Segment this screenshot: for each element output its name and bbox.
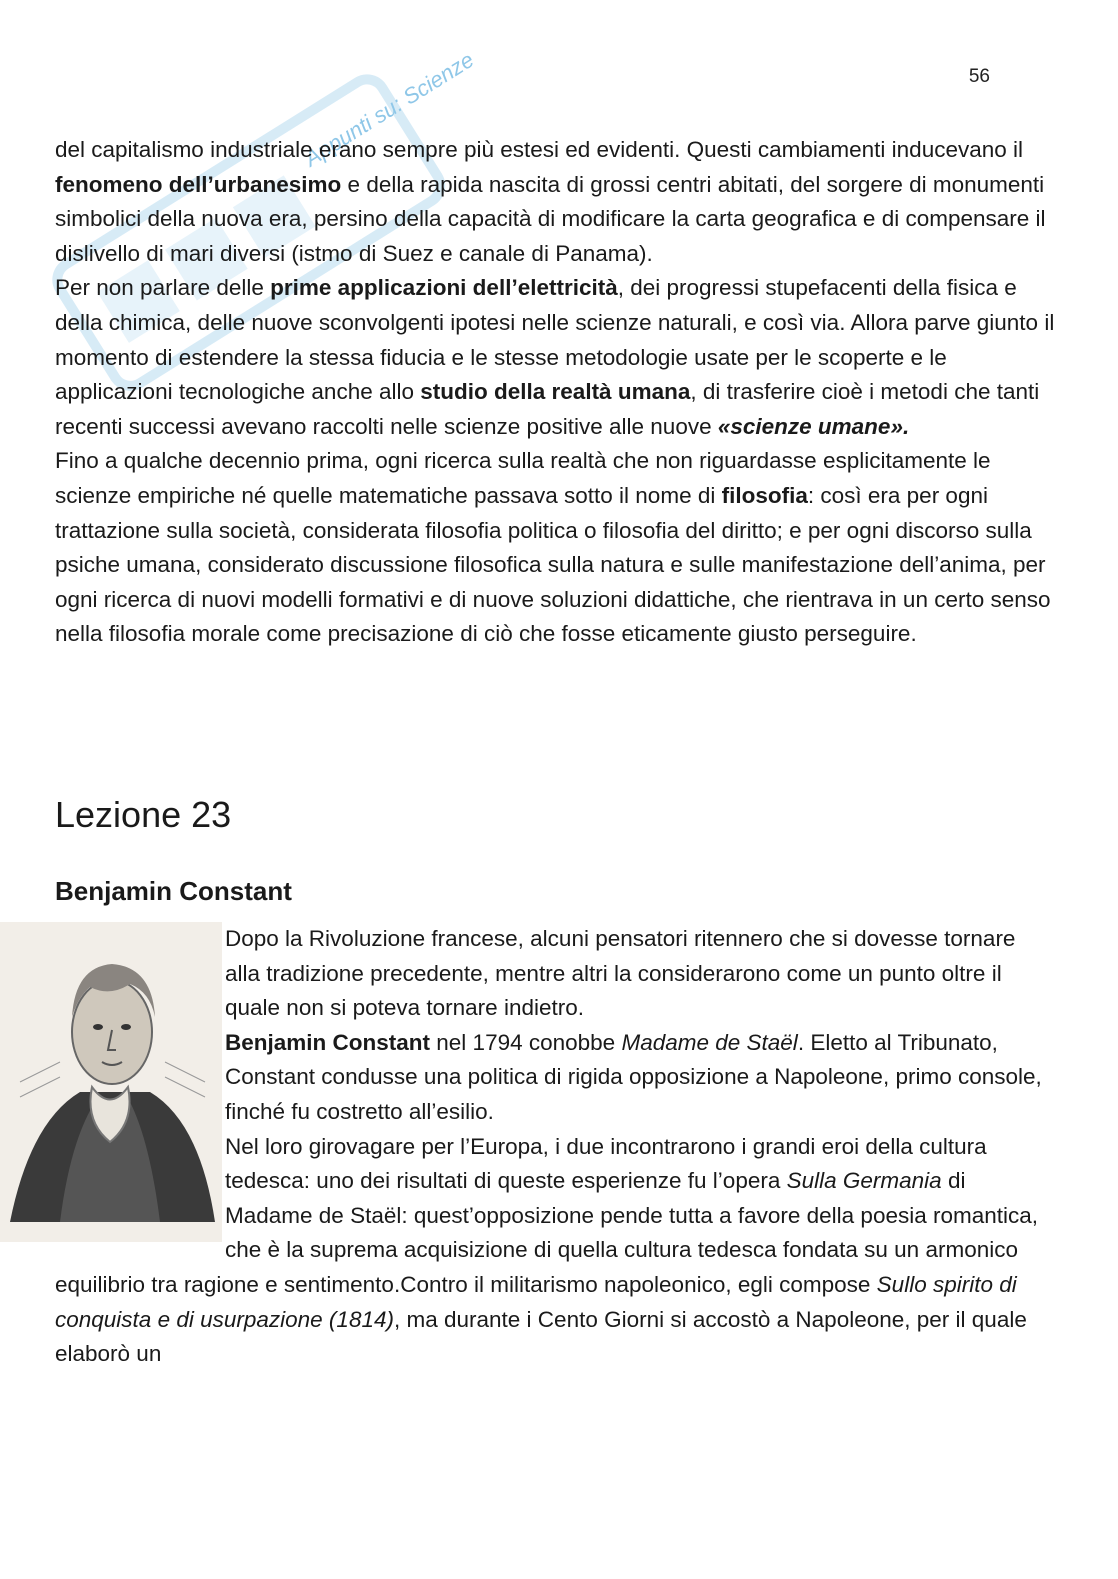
paragraph: del capitalismo industriale erano sempre più estesi ed evidenti. Questi cambiamenti inducevano il fenomeno dell’urbanesimo e della rapida nascita di grossi centri abitati, del sorgere di monumenti simbolici della nuova era, persino della capacità di modificare la carta geografica e di compensare il dislivello di mari diversi (istmo di Suez e canale di Panama). [55,137,1046,266]
lesson-title: Lezione 23 [55,794,232,835]
page-number: 56 [968,66,990,87]
portrait-image [0,922,222,1242]
paragraph: Fino a qualche decennio prima, ogni ricerca sulla realtà che non riguardasse esplicitamente le scienze empiriche né quelle matematiche passava sotto il nome di filosofia: così era per ogni trattazione sulla società, considerata filosofia politica o filosofia del diritto; e per ogni discorso sulla psiche umana, considerato discussione filosofica sulla natura e sulle manifestazione dell’anima, per ogni ricerca di nuovi modelli formativi e di nuove soluzioni didattiche, che rientrava in un certo senso nella filosofia morale come precisazione di ciò che fosse eticamente giusto perseguire. [55,448,1051,647]
section-title: Benjamin Constant [55,876,292,906]
paragraph: Benjamin Constant nel 1794 conobbe Madame de Staël. Eletto al Tribunato, Constant condusse una politica di rigida opposizione a Napoleone, primo console, finché fu costretto all’esilio. [225,1029,1042,1124]
portrait-icon [0,922,222,1242]
section-text [55,922,1055,1372]
watermark-text: Appunti su: Scienze [300,46,479,172]
intro-text [55,133,1055,652]
paragraph: Per non parlare delle prime applicazioni dell’elettricità, dei progressi stupefacenti della fisica e della chimica, delle nuove sconvolgenti ipotesi nelle scienze naturali, e così via. Allora parve giunto il momento di estendere la stessa fiducia e le stesse metodologie usate per le scoperte e le applicazioni tecnologiche anche allo studio della realtà umana, di trasferire cioè i metodi che tanti recenti successi avevano raccolti nelle scienze positive alle nuove «scienze umane». [55,275,1055,439]
paragraph: Dopo la Rivoluzione francese, alcuni pensatori ritennero che si dovesse tornare alla tradizione precedente, mentre altri la considerarono come un punto oltre il quale non si poteva tornare indietro. [225,926,1016,1021]
paragraph: Nel loro girovagare per l’Europa, i due incontrarono i grandi eroi della cultura tedesca: uno dei risultati di queste esperienze fu l’opera Sulla Germania di Madame de Staël: quest’opposizione pende tutta a favore della poesia romantica, che è la suprema acquisizione di quella cultura tedesca fondata su un armonico equilibrio tra ragione e sentimento.Contro il militarismo napoleonico, egli compose Sullo spirito di conquista e di usurpazione (1814), ma durante i Cento Giorni si accostò a Napoleone, per il quale elaborò un [55,1133,1039,1367]
